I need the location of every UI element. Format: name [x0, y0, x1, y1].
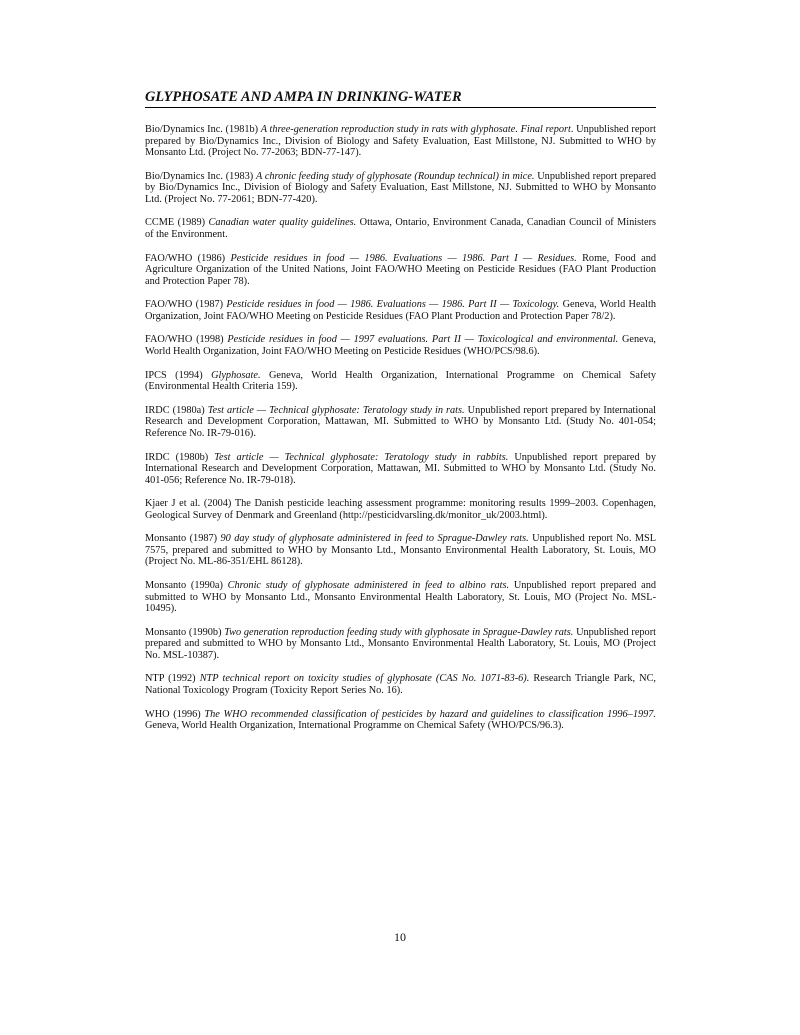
reference-entry	[145, 299, 656, 322]
reference-author-year: Monsanto (1987)	[145, 533, 221, 545]
reference-title: 90 day study of glyphosate administered in feed to Sprague-Dawley rats.	[220, 533, 529, 545]
reference-title: NTP technical report on toxicity studies of glyphosate (CAS No. 1071-83-6).	[199, 673, 530, 685]
reference-author-year: FAO/WHO (1987)	[145, 299, 227, 311]
reference-entry	[145, 370, 656, 393]
reference-list	[145, 124, 656, 732]
reference-details: Unpublished report prepared and submitted to WHO by Monsanto Ltd., Monsanto Environmental Health Laboratory, St. Louis, MO (Project No. MSL-10495).	[145, 580, 657, 615]
reference-author-year: Bio/Dynamics Inc. (1981b)	[145, 124, 261, 135]
reference-title: Two generation reproduction feeding study with glyphosate in Sprague-Dawley rats.	[224, 626, 574, 638]
reference-entry	[145, 253, 656, 288]
reference-title: Canadian water quality guidelines.	[208, 217, 357, 229]
reference-details: The Danish pesticide leaching assessment programme: monitoring results 1999–2003. Copenhagen, Geological Survey of Denmark and Greenland (http://pesticidvarsling.dk/monitor_uk/2003.html).	[145, 498, 656, 521]
reference-details: Unpublished report prepared and submitted to WHO by Monsanto Ltd., Monsanto Environmental Health Laboratory, St. Louis, MO (Project No. MSL-10387).	[145, 626, 656, 661]
reference-entry	[145, 627, 656, 662]
reference-details: Geneva, World Health Organization, Joint FAO/WHO Meeting on Pesticide Residues (WHO/PCS/98.6).	[145, 334, 656, 357]
reference-entry	[145, 334, 656, 357]
reference-details: Research Triangle Park, NC, National Toxicology Program (Toxicity Report Series No. 16).	[145, 673, 657, 696]
reference-entry	[145, 533, 656, 568]
reference-title: Chronic study of glyphosate administered in feed to albino rats.	[227, 580, 510, 592]
reference-details: Ottawa, Ontario, Environment Canada, Canadian Council of Ministers of the Environment.	[145, 217, 657, 240]
reference-details: Geneva, World Health Organization, Joint FAO/WHO Meeting on Pesticide Residues (FAO Plant Production and Protection Paper 78/2).	[145, 299, 657, 322]
reference-author-year: Kjaer J et al. (2004)	[145, 498, 235, 510]
reference-entry	[145, 171, 656, 206]
reference-title: Pesticide residues in food — 1986. Evaluations — 1986. Part II — Toxicology.	[226, 299, 560, 311]
reference-title: A three-generation reproduction study in rats with glyphosate. Final report	[260, 124, 571, 135]
reference-entry	[145, 498, 656, 521]
reference-details: Unpublished report No. MSL 7575, prepared and submitted to WHO by Monsanto Ltd., Monsanto Environmental Health Laboratory, St. Louis, MO (Project No. ML-86-351/EHL 86128).	[145, 533, 656, 568]
reference-entry	[145, 673, 656, 696]
reference-details: Rome, Food and Agriculture Organization of the United Nations, Joint FAO/WHO Meeting on Pesticide Residues (FAO Plant Production and Protection Paper 78).	[145, 252, 656, 287]
reference-details: Unpublished report prepared by Bio/Dynamics Inc., Division of Biology and Safety Evaluation, East Millstone, NJ. Submitted to WHO by Monsanto Ltd. (Project No. 77-2061; BDN-77-420).	[145, 170, 657, 205]
reference-title: The WHO recommended classification of pesticides by hazard and guidelines to classification 1996–1997.	[204, 708, 656, 720]
reference-entry	[145, 405, 656, 440]
reference-entry	[145, 217, 656, 240]
reference-title: Pesticide residues in food — 1997 evaluations. Part II — Toxicological and environmental.	[227, 334, 619, 346]
reference-entry	[145, 452, 656, 487]
reference-details: . Unpublished report prepared by Bio/Dynamics Inc., Division of Biology and Safety Evaluation, East Millstone, NJ. Submitted to WHO by Monsanto Ltd. (Project No. 77-2063; BDN-77-147).	[145, 124, 656, 158]
reference-author-year: Monsanto (1990b)	[145, 626, 225, 638]
reference-author-year: NTP (1992)	[145, 673, 200, 685]
reference-author-year: Monsanto (1990a)	[145, 580, 228, 592]
reference-title: Glyphosate.	[211, 369, 261, 381]
reference-entry	[145, 124, 656, 159]
reference-details: Geneva, World Health Organization, International Programme on Chemical Safety (Environmental Health Criteria 159).	[145, 369, 656, 393]
reference-title: A chronic feeding study of glyphosate (Roundup technical) in mice.	[255, 170, 535, 182]
reference-author-year: IPCS (1994)	[145, 369, 212, 381]
reference-author-year: IRDC (1980b)	[145, 451, 215, 463]
reference-author-year: CCME (1989)	[145, 217, 209, 229]
reference-author-year: IRDC (1980a)	[145, 404, 208, 416]
reference-author-year: FAO/WHO (1986)	[145, 252, 231, 264]
reference-author-year: FAO/WHO (1998)	[145, 334, 228, 346]
reference-title: Pesticide residues in food — 1986. Evaluations — 1986. Part I — Residues.	[230, 252, 577, 264]
reference-title: Test article — Technical glyphosate: Teratology study in rats.	[207, 404, 465, 416]
reference-entry	[145, 580, 656, 615]
reference-title: Test article — Technical glyphosate: Teratology study in rabbits.	[214, 451, 509, 463]
reference-details: Unpublished report prepared by International Research and Development Corporation, Mattawan, MI. Submitted to WHO by Monsanto Ltd. (Study No. 401-056; Reference No. IR-79-018).	[145, 451, 656, 486]
running-header: GLYPHOSATE AND AMPA IN DRINKING-WATER	[145, 88, 656, 108]
reference-entry	[145, 709, 656, 732]
page-body	[145, 88, 656, 744]
reference-author-year: Bio/Dynamics Inc. (1983)	[145, 170, 256, 182]
reference-details: Unpublished report prepared by International Research and Development Corporation, Mattawan, MI. Submitted to WHO by Monsanto Ltd. (Study No. 401-054; Reference No. IR-79-016).	[145, 404, 656, 439]
page-number: 10	[394, 930, 406, 944]
reference-details: Geneva, World Health Organization, International Programme on Chemical Safety (WHO/PCS/96.3).	[145, 720, 564, 732]
reference-author-year: WHO (1996)	[145, 708, 205, 720]
